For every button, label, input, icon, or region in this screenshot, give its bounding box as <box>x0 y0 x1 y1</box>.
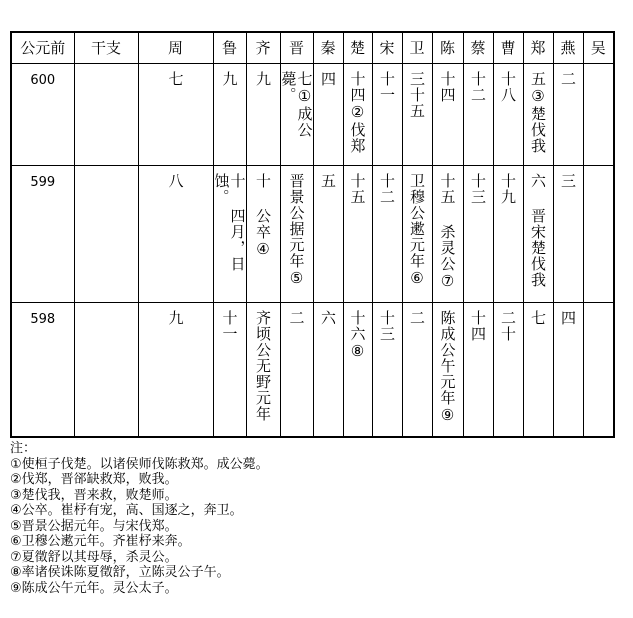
header-cell: 干支 <box>74 32 138 64</box>
cao-cell: 十八 <box>499 71 517 103</box>
year-cell: 600 <box>11 64 74 166</box>
note-item: ④公卒。崔杼有宠，高、国逐之，奔卫。 <box>10 503 243 518</box>
jin-cell: 晋景公据元年⑤ <box>287 173 306 288</box>
qin-cell: 五 <box>319 173 337 189</box>
song-cell: 十一 <box>378 71 396 103</box>
header-cell: 蔡 <box>463 32 493 64</box>
notes-section <box>10 441 269 596</box>
notes-title: 注： <box>10 441 37 456</box>
ganzhi-cell <box>74 303 138 438</box>
chu-cell: 十六⑧ <box>348 310 367 361</box>
header-cell: 燕 <box>553 32 583 64</box>
jin-cell: 七①成公薨。 <box>279 71 314 138</box>
lu-cell: 十一 <box>220 310 239 342</box>
note-item: ⑤晋景公据元年。与宋伐郑。 <box>10 518 178 534</box>
zheng-cell: 六 晋宋楚伐我 <box>529 173 547 288</box>
lu-cell: 十 四月，日蚀。 <box>212 173 247 272</box>
header-cell: 郑 <box>523 32 553 64</box>
jin-cell: 二 <box>287 310 306 326</box>
ganzhi-cell <box>74 166 138 303</box>
chronology-table <box>10 31 615 438</box>
table-row <box>11 64 614 166</box>
header-cell: 楚 <box>343 32 372 64</box>
note-item: ①使桓子伐楚。以诸侯师伐陈救郑。成公薨。 <box>10 456 269 472</box>
yan-cell: 四 <box>559 310 577 326</box>
wei-cell: 卫穆公遬元年⑥ <box>408 173 426 288</box>
header-cell: 陈 <box>432 32 463 64</box>
qi-cell: 十 公卒④ <box>254 173 272 259</box>
chen-cell: 十五 杀灵公⑦ <box>438 173 457 291</box>
chu-cell: 十四②伐郑 <box>348 71 367 154</box>
wei-cell: 二 <box>408 310 426 326</box>
note-item: ②伐郑，晋郤缺救郑，败我。 <box>10 472 178 487</box>
cao-cell: 二十 <box>499 310 517 342</box>
header-cell: 鲁 <box>213 32 246 64</box>
note-item: ③楚伐我，晋来救，败楚师。 <box>10 487 178 503</box>
header-cell: 周 <box>138 32 213 64</box>
note-item: ⑨陈成公午元年。灵公太子。 <box>10 580 178 596</box>
cao-cell: 十九 <box>499 173 517 205</box>
lu-cell: 九 <box>220 71 239 87</box>
header-cell: 齐 <box>246 32 280 64</box>
cai-cell: 十四 <box>469 310 487 342</box>
header-cell: 宋 <box>372 32 402 64</box>
qin-cell: 六 <box>319 310 337 326</box>
wei-cell: 三十五 <box>408 71 426 119</box>
chu-cell: 十五 <box>348 173 367 205</box>
zhou-cell: 七 <box>166 71 185 87</box>
year-cell: 599 <box>11 166 74 303</box>
ganzhi-cell <box>74 64 138 166</box>
header-cell: 晋 <box>280 32 313 64</box>
chen-cell: 十四 <box>438 71 457 103</box>
song-cell: 十三 <box>378 310 396 342</box>
qi-cell: 齐顷公无野元年 <box>254 310 272 422</box>
table-row <box>11 166 614 303</box>
zheng-cell: 七 <box>529 310 547 326</box>
song-cell: 十二 <box>378 173 396 205</box>
header-cell: 吴 <box>583 32 614 64</box>
zhou-cell: 八 <box>166 173 185 189</box>
cai-cell: 十二 <box>469 71 487 103</box>
header-cell: 公元前 <box>11 32 74 64</box>
qi-cell: 九 <box>254 71 272 87</box>
chen-cell: 陈成公午元年⑨ <box>438 310 457 425</box>
zhou-cell: 九 <box>166 310 185 326</box>
year-cell: 598 <box>11 303 74 438</box>
table-row <box>11 303 614 438</box>
header-cell: 卫 <box>402 32 432 64</box>
note-item: ⑥卫穆公遬元年。齐崔杼来奔。 <box>10 534 191 549</box>
note-item: ⑦夏徵舒以其母辱，杀灵公。 <box>10 549 178 565</box>
header-cell: 秦 <box>313 32 343 64</box>
header-row <box>11 32 614 64</box>
zheng-cell: 五③楚伐我 <box>529 71 547 154</box>
header-cell: 曹 <box>493 32 523 64</box>
yan-cell: 二 <box>559 71 577 87</box>
qin-cell: 四 <box>319 71 337 87</box>
note-item: ⑧率诸侯诛陈夏徵舒，立陈灵公子午。 <box>10 565 230 580</box>
cai-cell: 十三 <box>469 173 487 205</box>
yan-cell: 三 <box>559 173 577 189</box>
